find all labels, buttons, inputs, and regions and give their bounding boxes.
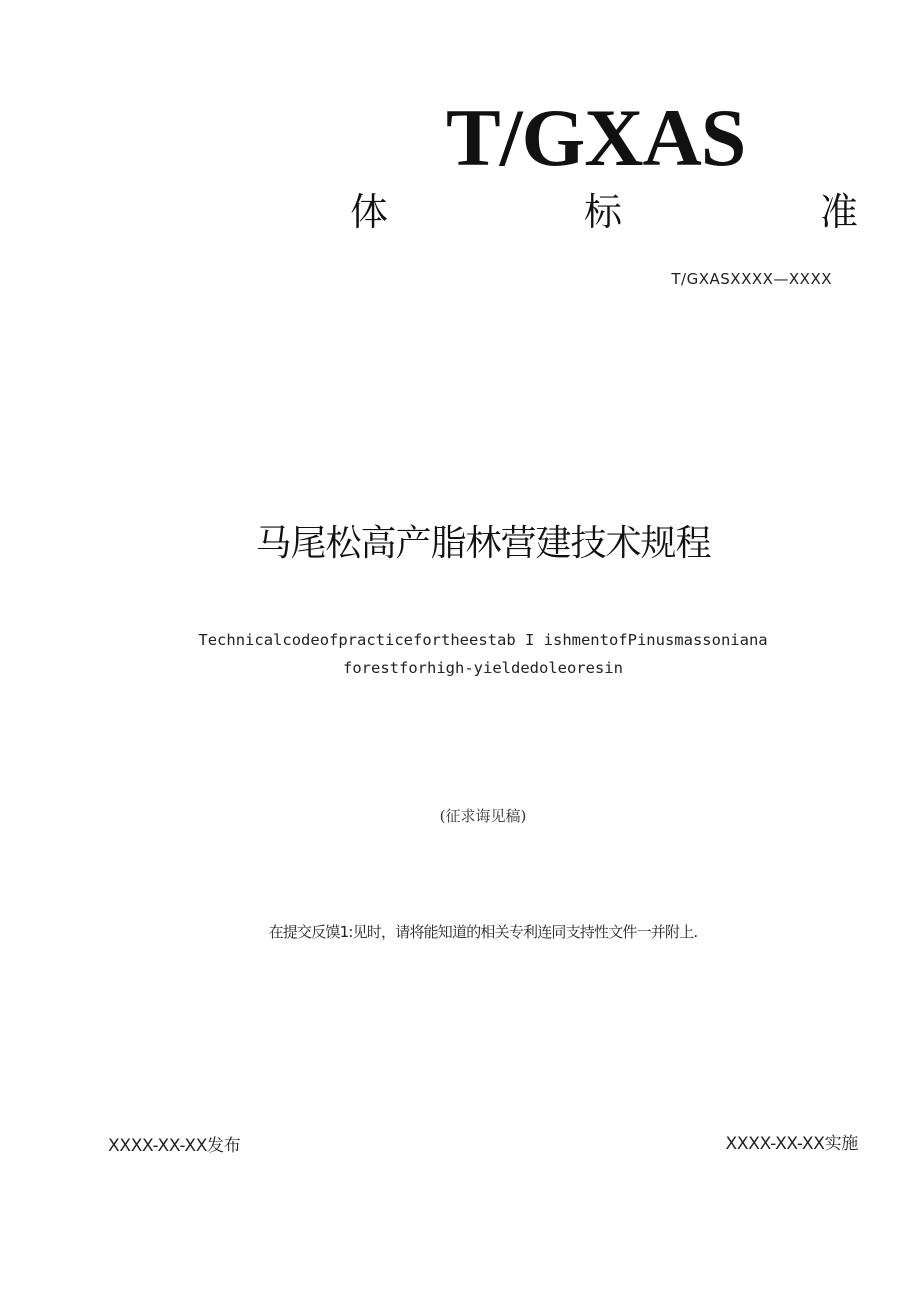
patent-notice: 在提交反馍1:见时，请将能知道的相关专利连同支持性文件一并附上. [268,923,698,941]
standard-logo: T/GXAS [446,92,746,183]
standard-type-char-1: 体 [350,190,389,234]
standard-type-char-3: 准 [820,190,859,234]
draft-status-label: (征求诲见稿) [439,807,527,825]
standard-number: T/GXASXXXX—XXXX [671,270,832,288]
document-title-chinese: 马尾松高产脂林营建技术规程 [255,523,711,564]
publish-date: XXXX-XX-XX发布 [108,1136,241,1156]
standard-type-char-2: 标 [584,190,623,234]
document-title-english-line-2: forestforhigh-yieldedoleoresin [343,659,623,677]
implement-date: XXXX-XX-XX实施 [725,1134,858,1154]
document-title-english-line-1: Technicalcodeofpracticefortheestab I ishmentofPinusmassoniana [198,631,768,649]
